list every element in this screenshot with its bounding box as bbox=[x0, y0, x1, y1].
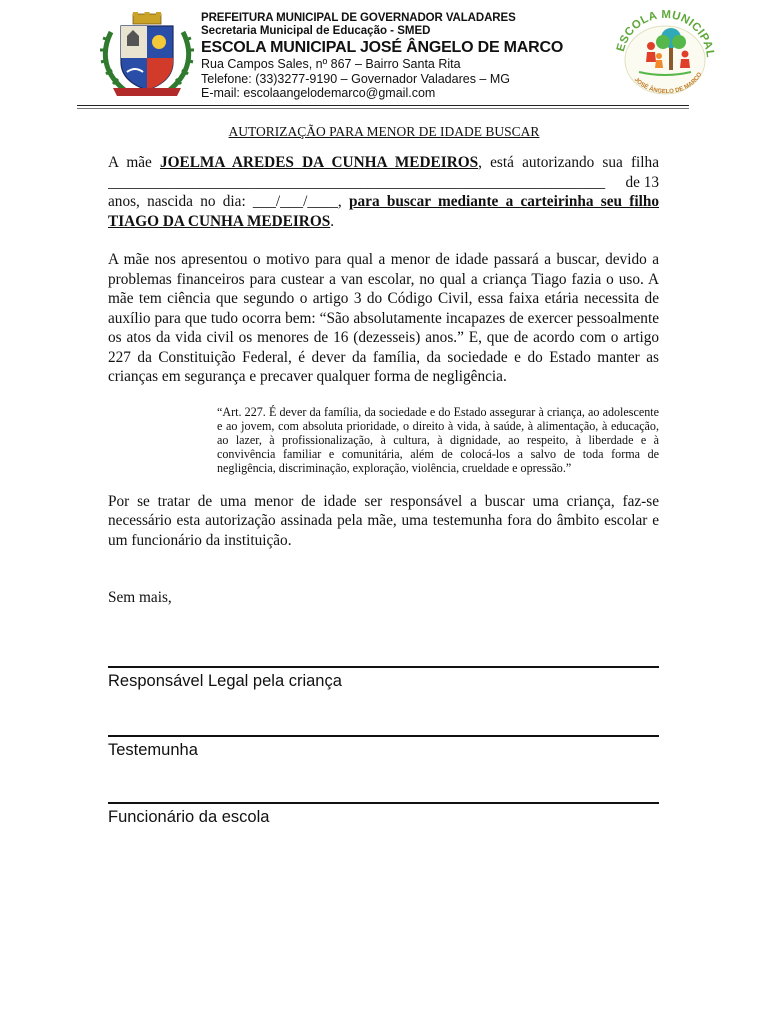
school-name: ESCOLA MUNICIPAL JOSÉ ÂNGELO DE MARCO bbox=[201, 39, 564, 56]
requirement-paragraph: Por se tratar de uma menor de idade ser responsável a buscar uma criança, faz-se necessário esta autorização assinada pela mãe, uma testemunha fora do âmbito escolar e um funcionário da instituição. bbox=[108, 492, 659, 549]
prefeitura-name: PREFEITURA MUNICIPAL DE GOVERNADOR VALADARES bbox=[201, 12, 516, 24]
age-text: de 13 bbox=[625, 173, 659, 191]
document-title: AUTORIZAÇÃO PARA MENOR DE IDADE BUSCAR bbox=[228, 124, 540, 139]
signature-line[interactable] bbox=[108, 735, 659, 737]
header-divider-thin bbox=[77, 108, 689, 109]
logo-bottom-text: JOSÉ ÂNGELO DE MARCO bbox=[632, 71, 704, 96]
mother-name: JOELMA AREDES DA CUNHA MEDEIROS bbox=[159, 154, 479, 171]
signature-line[interactable] bbox=[108, 666, 659, 668]
school-address: Rua Campos Sales, nº 867 – Bairro Santa Rita bbox=[201, 57, 461, 71]
school-logo-icon bbox=[609, 2, 719, 106]
school-email: E-mail: escolaangelodemarco@gmail.com bbox=[201, 86, 436, 100]
birth-date-blank: anos, nascida no dia: ___/___/____, bbox=[108, 193, 342, 210]
authorization-paragraph bbox=[108, 153, 659, 231]
signature-block-guardian bbox=[108, 666, 659, 691]
signature-label-witness: Testemunha bbox=[108, 741, 198, 759]
school-phone: Telefone: (33)3277-9190 – Governador Valadares – MG bbox=[201, 71, 510, 86]
daughter-name-blank: _________________________________________________________________ bbox=[108, 173, 606, 191]
header-divider bbox=[77, 105, 689, 106]
signature-block-employee bbox=[108, 802, 659, 827]
letterhead-text bbox=[201, 12, 611, 101]
signature-block-witness bbox=[108, 735, 659, 760]
pickup-condition: para buscar mediante a carteirinha seu filho bbox=[349, 193, 660, 210]
signature-label-employee: Funcionário da escola bbox=[108, 808, 270, 826]
document-body bbox=[108, 153, 659, 608]
municipal-crest-icon bbox=[97, 12, 197, 98]
letterhead bbox=[97, 10, 717, 102]
signature-label-guardian: Responsável Legal pela criança bbox=[108, 672, 342, 690]
secretaria-name: Secretaria Municipal de Educação - SMED bbox=[201, 25, 431, 37]
closing-text: Sem mais, bbox=[108, 589, 172, 607]
motive-paragraph: A mãe nos apresentou o motivo para qual a menor de idade passará a buscar, devido a problemas financeiros para custear a van escolar, no qual a criança Tiago fazia o uso. A mãe tem ciência que segundo o artigo 3 do Código Civil, essa faixa etária necessita de auxílio para que tudo ocorra bem: “São absolutamente incapazes de exercer pessoalmente os atos da vida civil os menores de 16 (dezesseis) anos.” E, que de acordo com o artigo 227 da Constituição Federal, é dever da família, da sociedade e do Estado manter as crianças em segurança e precaver qualquer forma de negligência. bbox=[108, 251, 659, 385]
logo-top-text: ESCOLA MUNICIPAL bbox=[614, 8, 717, 59]
text-fragment: A mãe bbox=[108, 154, 152, 171]
text-fragment: . bbox=[330, 212, 335, 230]
son-name: TIAGO DA CUNHA MEDEIROS bbox=[108, 212, 331, 230]
text-fragment: , está autorizando sua filha bbox=[478, 154, 659, 171]
constitution-quote: “Art. 227. É dever da família, da sociedade e do Estado assegurar à criança, ao adolescente e ao jovem, com absoluta prioridade, o direito à vida, à saúde, à alimentação, à educação, ao lazer, à profissionalização, à cultura, à dignidade, ao respeito, à liberdade e à convivência familiar e comunitária, além de colocá-los a salvo de toda forma de negligência, discriminação, exploração, violência, crueldade e opressão.” bbox=[217, 404, 659, 476]
signature-line[interactable] bbox=[108, 802, 659, 804]
